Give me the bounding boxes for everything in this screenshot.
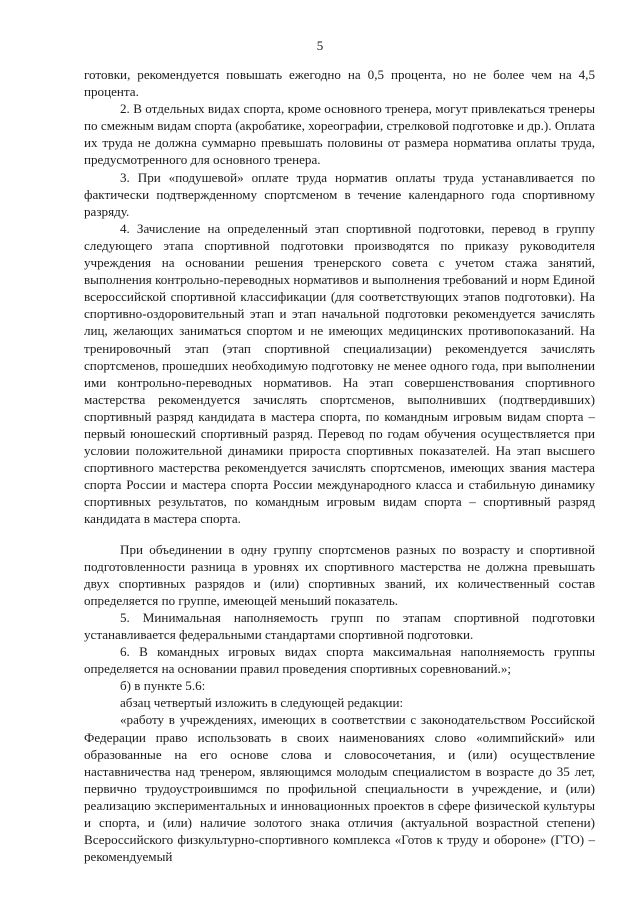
paragraph-amendment-intro: абзац четвертый изложить в следующей редакции:	[120, 695, 404, 711]
paragraph-subitem-b: б) в пункте 5.6:	[120, 678, 206, 694]
paragraph-amendment-text: «работу в учреждениях, имеющих в соответствии с законодательством Российской Федерации право использовать в своих наименованиях слово «олимпийский» или образованные на его основе слова и словосочетания, и (или) осуществление наставничества над тренером, являющимся молодым специалистом в возрасте до 35 лет, первично трудоустроившимся по профильной специальности в учреждение, и (или) реализацию экспериментальных и инновационных проектов в сфере физической культуры и спорта, и (или) наличие золотого знака отличия (актуальной возрастной степени) Всероссийского физкультурно-спортивного комплекса «Готов к труду и обороне» (ГТО) – рекомендуемый	[84, 712, 595, 865]
paragraph-item-5: 5. Минимальная наполняемость групп по этапам спортивной подготовки устанавливается федеральными стандартами спортивной подготовки.	[84, 609, 595, 642]
paragraph-group-merge: При объединении в одну группу спортсменов разных по возрасту и спортивной подготовленности разница в уровнях их спортивного мастерства не должна превышать двух спортивных разрядов и (или) спортивных званий, их количественный состав определяется по группе, имеющей меньший показатель.	[84, 541, 595, 608]
paragraph-continuation: готовки, рекомендуется повышать ежегодно на 0,5 процента, но не более чем на 4,5 процента.	[84, 67, 595, 100]
page-number: 5	[316, 38, 324, 53]
document-body	[84, 66, 595, 865]
paragraph-item-6: 6. В командных игровых видах спорта максимальная наполняемость группы определяется на основании правил проведения спортивных соревнований.»;	[84, 644, 595, 677]
paragraph-item-2: 2. В отдельных видах спорта, кроме основного тренера, могут привлекаться тренеры по смежным видам спорта (акробатике, хореографии, стрелковой подготовке и др.). Оплата их труда не должна суммарно превышать половины от размера норматива оплаты труда, предусмотренного для основного тренера.	[84, 101, 595, 168]
paragraph-item-4: 4. Зачисление на определенный этап спортивной подготовки, перевод в группу следующего этапа спортивной подготовки производятся по приказу руководителя учреждения на основании решения тренерского совета с учетом стажа занятий, выполнения контрольно-переводных нормативов и выполнения требований и норм Единой всероссийской спортивной классификации (для соответствующих этапов подготовки). На спортивно-оздоровительный этап и этап начальной подготовки рекомендуется зачислять лиц, желающих заниматься спортом и не имеющих медицинских противопоказаний. На тренировочный этап (этап спортивной специализации) рекомендуется зачислять спортсменов, прошедших необходимую подготовку не менее одного года, при выполнении ими контрольно-переводных нормативов. На этап совершенствования спортивного мастерства рекомендуется зачислять спортсменов, выполнивших (подтвердивших) спортивный разряд кандидата в мастера спорта, по командным игровым видам спорта – первый юношеский спортивный разряд. Перевод по годам обучения осуществляется при условии положительной динамики прироста спортивных показателей. На этап высшего спортивного мастерства рекомендуется зачислять спортсменов, имеющих звания мастера спорта России и мастера спорта России международного класса и стабильную динамику спортивных результатов, по командным игровым видам спорта – спортивный разряд кандидата в мастера спорта.	[84, 220, 595, 527]
paragraph-item-3: 3. При «подушевой» оплате труда норматив оплаты труда устанавливается по фактически подтвержденному спортсменом в течение календарного года спортивному разряду.	[84, 169, 595, 219]
